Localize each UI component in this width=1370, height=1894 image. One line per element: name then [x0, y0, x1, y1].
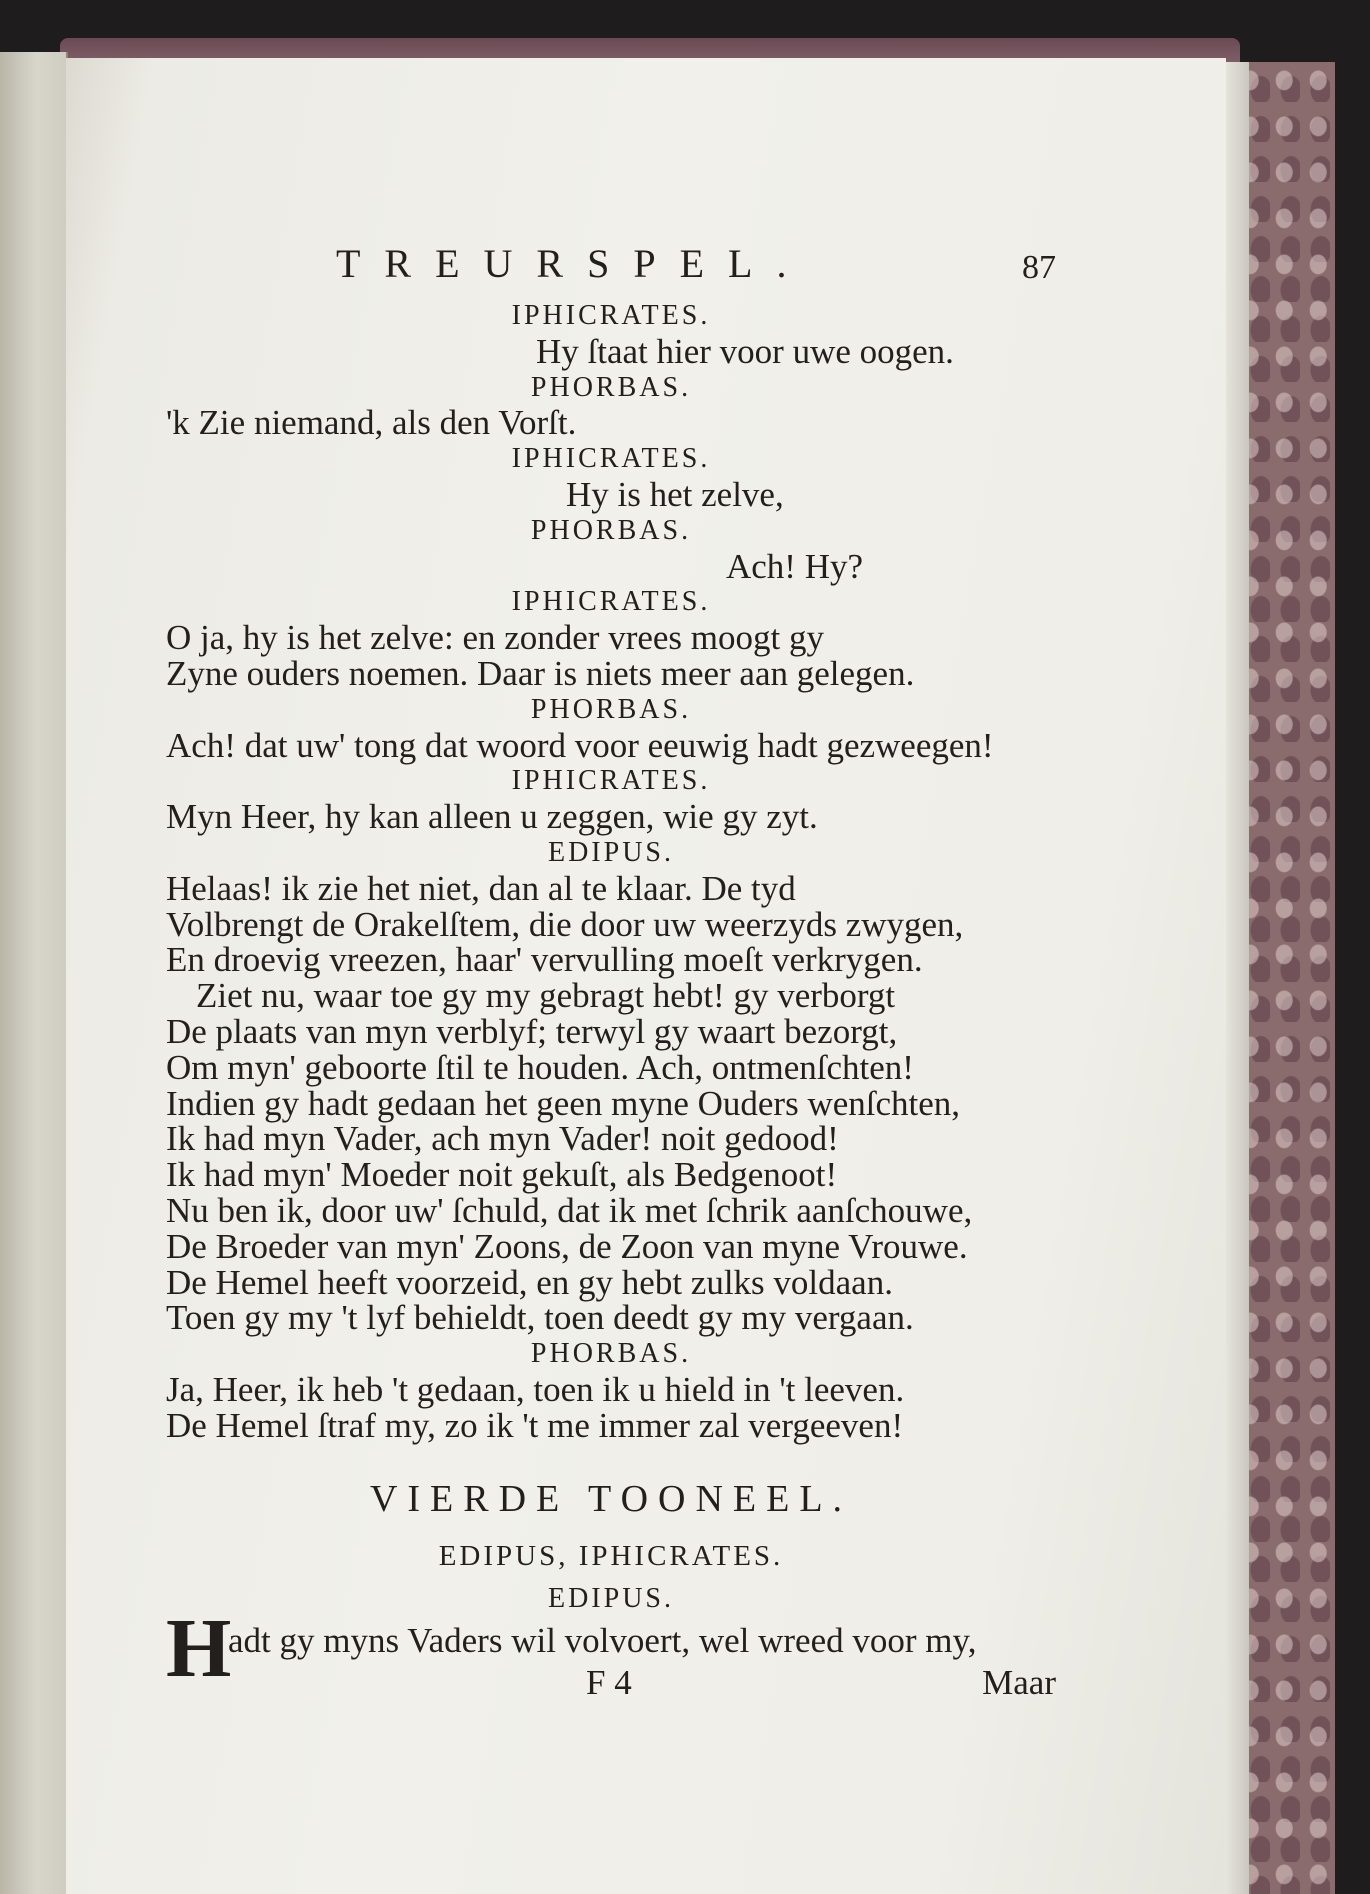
- page-number: 87: [1022, 249, 1056, 286]
- page-footer: [166, 1662, 1056, 1705]
- verse-line: Hy ſtaat hier voor uwe oogen.: [536, 331, 954, 371]
- verse-line: Zyne ouders noemen. Daar is niets meer aan gelegen.: [166, 653, 915, 693]
- verse-line: 'k Zie niemand, als den Vorſt.: [166, 403, 577, 443]
- left-page-edge: [0, 52, 68, 1894]
- verse-line: De Broeder van myn' Zoons, de Zoon van myne Vrouwe.: [166, 1226, 968, 1266]
- signature-mark: F 4: [586, 1662, 632, 1702]
- speaker-name: IPHICRATES.: [511, 586, 711, 618]
- running-title: TREURSPEL.: [336, 241, 811, 286]
- speaker-name: IPHICRATES.: [511, 300, 711, 331]
- verse-line: De Hemel ſtraf my, zo ik 't me immer zal vergeeven!: [166, 1405, 904, 1445]
- speaker-name: EDIPUS.: [547, 836, 674, 868]
- speaker-name: PHORBAS.: [530, 371, 692, 403]
- verse-line: Toen gy my 't lyf behieldt, toen deedt gy my vergaan.: [166, 1298, 914, 1338]
- speaker-name: PHORBAS.: [530, 1338, 692, 1370]
- speaker-name: IPHICRATES.: [511, 443, 711, 475]
- speaker-name: PHORBAS.: [530, 693, 692, 725]
- verse-line: Helaas! ik zie het niet, dan al te klaar. De tyd: [166, 868, 796, 908]
- verse-line: Nu ben ik, door uw' ſchuld, dat ik met ſchrik aanſchouwe,: [166, 1190, 973, 1230]
- marbled-cover-edge: [1240, 62, 1335, 1894]
- verse-line: Om myn' geboorte ſtil te houden. Ach, ontmenſchten!: [166, 1047, 914, 1087]
- page-stack-edge: [1222, 62, 1249, 1894]
- verse-line: Ik had myn Vader, ach myn Vader! noit gedood!: [166, 1119, 839, 1159]
- verse-line: Ziet nu, waar toe gy my gebragt hebt! gy verborgt: [196, 976, 896, 1016]
- verse-line: Myn Heer, hy kan alleen u zeggen, wie gy zyt.: [166, 797, 818, 837]
- scene-cast: EDIPUS, IPHICRATES.: [438, 1540, 784, 1573]
- text-block: [166, 238, 1056, 1705]
- running-head: [166, 238, 1056, 298]
- verse-line: Ach! Hy?: [726, 546, 864, 586]
- scene-heading: VIERDE TOONEEL.: [369, 1477, 853, 1520]
- dialogue-lines: [166, 298, 1056, 1444]
- verse-line: En droevig vreezen, haar' vervulling moeſt verkrygen.: [166, 940, 923, 980]
- verse-line: Indien gy hadt gedaan het geen myne Ouders wenſchten,: [166, 1083, 961, 1123]
- verse-text: adt gy myns Vaders wil volvoert, wel wreed voor my,: [228, 1620, 977, 1660]
- catchword: Maar: [982, 1662, 1056, 1702]
- verse-line: Volbrengt de Orakelſtem, die door uw weerzyds zwygen,: [166, 904, 964, 944]
- verse-line: De plaats van myn verblyf; terwyl gy waart bezorgt,: [166, 1011, 898, 1051]
- verse-line: Hy is het zelve,: [566, 474, 784, 514]
- speaker-name: EDIPUS.: [547, 1583, 674, 1615]
- book-page: [66, 58, 1226, 1894]
- verse-line: Ik had myn' Moeder noit gekuſt, als Bedgenoot!: [166, 1155, 838, 1195]
- verse-line: De Hemel heeft voorzeid, en gy hebt zulks voldaan.: [166, 1262, 893, 1302]
- verse-line: Ach! dat uw' tong dat woord voor eeuwig hadt gezweegen!: [166, 725, 994, 765]
- speaker-name: IPHICRATES.: [511, 765, 711, 797]
- speaker-name: PHORBAS.: [530, 514, 692, 546]
- drop-cap: H: [166, 1601, 232, 1695]
- verse-line: Ja, Heer, ik heb 't gedaan, toen ik u hield in 't leeven.: [166, 1369, 905, 1409]
- verse-line: O ja, hy is het zelve: en zonder vrees moogt gy: [166, 618, 824, 658]
